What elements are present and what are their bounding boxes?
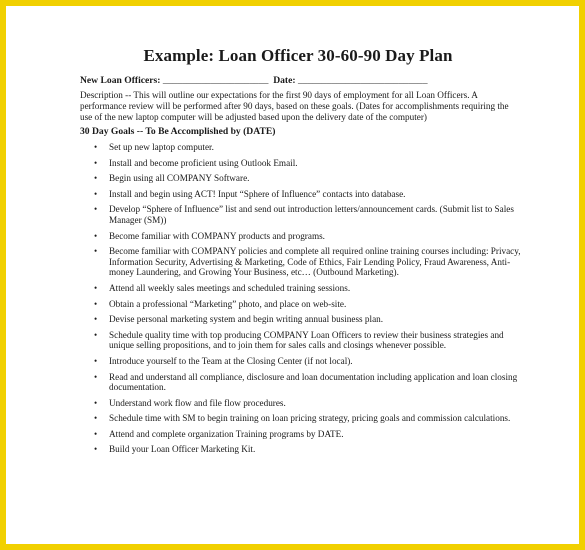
document-body	[73, 46, 523, 460]
goals-list	[73, 142, 523, 455]
goal-list-item	[94, 372, 523, 393]
goal-text: Attend all weekly sales meetings and scheduled training sessions.	[109, 282, 351, 293]
bullet-icon: •	[94, 282, 98, 293]
goal-list-item	[94, 398, 523, 409]
goal-text: Understand work flow and file flow procedures.	[109, 397, 286, 408]
goal-list-item	[94, 231, 523, 242]
goal-text: Obtain a professional “Marketing” photo, and place on web-site.	[109, 298, 347, 309]
bullet-icon: •	[94, 329, 98, 340]
header-fields	[80, 75, 523, 86]
goal-text: Attend and complete organization Training programs by DATE.	[109, 428, 344, 439]
goal-text: Install and become proficient using Outlook Email.	[109, 157, 298, 168]
section-heading-30-day: 30 Day Goals -- To Be Accomplished by (DATE)	[80, 126, 276, 137]
bullet-icon: •	[94, 173, 98, 184]
date-blank-line: ___________________________	[297, 75, 428, 86]
goal-text: Install and begin using ACT! Input “Sphere of Influence” contacts into database.	[109, 188, 406, 199]
goal-list-item	[94, 330, 523, 351]
goal-text: Set up new laptop computer.	[109, 142, 214, 152]
goal-text: Introduce yourself to the Team at the Closing Center (if not local).	[109, 355, 353, 366]
goal-list-item	[94, 204, 523, 225]
goal-text: Become familiar with COMPANY products and programs.	[109, 230, 325, 241]
goal-list-item	[94, 283, 523, 294]
goal-list-item	[94, 173, 523, 184]
bullet-icon: •	[94, 230, 98, 241]
bullet-icon: •	[94, 188, 98, 199]
goal-list-item	[94, 429, 523, 440]
bullet-icon: •	[94, 397, 98, 408]
goal-list-item	[94, 142, 523, 153]
goal-text: Schedule time with SM to begin training on loan pricing strategy, pricing goals and commission calculations.	[109, 413, 511, 424]
date-label: Date:	[273, 75, 296, 86]
officer-label: New Loan Officers:	[80, 75, 161, 86]
goal-list-item	[94, 356, 523, 367]
goal-list-item	[94, 413, 523, 424]
bullet-icon: •	[94, 204, 98, 215]
bullet-icon: •	[94, 157, 98, 168]
bullet-icon: •	[94, 298, 98, 309]
goal-text: Build your Loan Officer Marketing Kit.	[109, 444, 256, 455]
bullet-icon: •	[94, 371, 98, 382]
goal-text: Schedule quality time with top producing COMPANY Loan Officers to review their business strategies and unique selling propositions, and to join them for sales calls and closings whenever possible.	[109, 329, 504, 351]
goal-list-item	[94, 444, 523, 455]
bullet-icon: •	[94, 314, 98, 325]
bullet-icon: •	[94, 355, 98, 366]
bullet-icon: •	[94, 428, 98, 439]
bullet-icon: •	[94, 142, 98, 152]
bullet-icon: •	[94, 413, 98, 424]
goal-text: Become familiar with COMPANY policies and complete all required online training courses including: Privacy, Information Security, Advertising & Marketing, Code of Ethics, Fair Lending Policy, Fraud Awareness, Anti-money Laundering, and Growing Your Business, etc… (Outbound Marketing).	[109, 246, 521, 278]
goal-list-item	[94, 314, 523, 325]
document-title: Example: Loan Officer 30-60-90 Day Plan	[143, 46, 453, 65]
goal-text: Begin using all COMPANY Software.	[109, 173, 250, 184]
goal-list-item	[94, 299, 523, 310]
bullet-icon: •	[94, 444, 98, 455]
goal-text: Develop “Sphere of Influence” list and send out introduction letters/announcement cards. (Submit list to Sales Manager (SM))	[109, 204, 514, 225]
bullet-icon: •	[94, 246, 98, 257]
goal-list-item	[94, 189, 523, 200]
goal-list-item	[94, 246, 523, 278]
goal-list-item	[94, 158, 523, 169]
goal-text: Read and understand all compliance, disclosure and loan documentation including application and loan closing documentation.	[109, 371, 518, 393]
goal-text: Devise personal marketing system and begin writing annual business plan.	[109, 314, 384, 325]
officer-blank-line: ______________________	[162, 75, 269, 86]
description-text: Description -- This will outline our expectations for the first 90 days of employment for all Loan Officers. A performance review will be performed after 90 days, based on these goals. (Dates for accomplishments requiring the use of the new laptop computer will be adjusted based upon the delivery date of the computer)	[80, 90, 509, 122]
